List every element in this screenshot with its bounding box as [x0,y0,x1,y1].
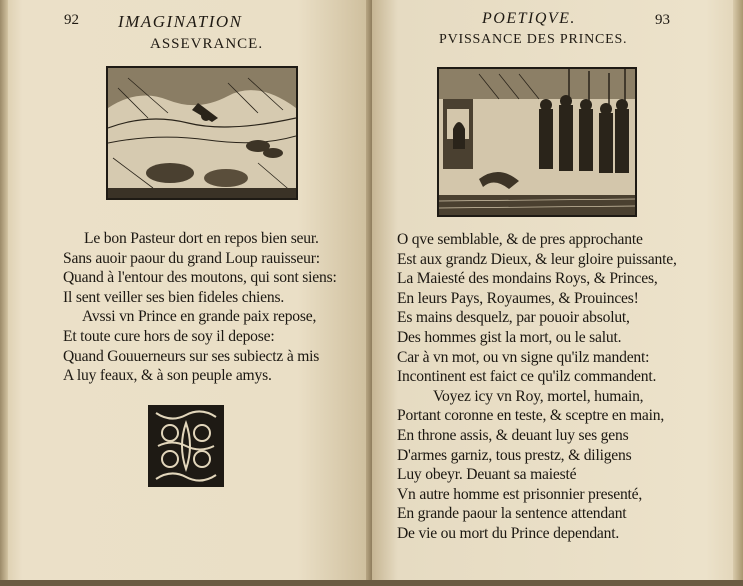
right-running-head: POETIQVE. [482,10,576,27]
verse-line: Car à vn mot, ou vn signe qu'ilz mandent: [397,348,650,366]
printers-ornament [146,403,226,489]
woodcut-king-illustration [437,67,637,217]
woodcut-shepherd-drawing [108,68,296,198]
right-title: PVISSANCE DES PRINCES. [439,32,628,47]
verse-line: Incontinent est faict ce qu'ilz commandent. [397,368,657,386]
verse-line: Sans auoir paour du grand Loup rauisseur: [63,249,320,267]
verse-line: A luy feaux, & à son peuple amys. [63,367,272,385]
verse-line: De vie ou mort du Prince dependant. [397,524,620,542]
verse-line: Avssi vn Prince en grande paix repose, [82,308,317,326]
page-bottom-shadow [0,580,743,586]
verse-line: Et toute cure hors de soy il depose: [63,327,275,345]
verse-line: Il sent veiller ses bien fideles chiens. [63,288,285,306]
verse-line: Luy obeyr. Deuant sa maiesté [397,466,577,484]
page-edge-left [0,0,8,586]
woodcut-shepherd-illustration [106,66,298,200]
right-verse [397,230,677,544]
verse-line: D'armes garniz, tous prestz, & diligens [397,446,632,464]
right-page-number: 93 [655,12,670,28]
verse-line: En grande paour la sentence attendant [397,505,627,523]
verse-line: Vn autre homme est prisonnier presenté, [397,485,643,503]
verse-line: En leurs Pays, Royaumes, & Prouinces! [397,289,639,307]
ornament-drawing [146,403,226,489]
left-verse [63,229,337,386]
verse-line: O qve semblable, & de pres approchante [397,231,643,248]
verse-line: Des hommes gist la mort, ou le salut. [397,328,622,346]
verse-line: Est aux grandz Dieux, & leur gloire puissante, [397,250,677,268]
verse-line: La Maiesté des mondains Roys, & Princes, [397,270,658,288]
verse-line: Quand à l'entour des moutons, qui sont siens: [63,269,337,287]
right-page [372,0,743,586]
page-edge-right [733,0,743,586]
left-title: ASSEVRANCE. [150,36,264,52]
woodcut-king-drawing [439,69,635,215]
verse-line: En throne assis, & deuant luy ses gens [397,426,629,444]
verse-line: Portant coronne en teste, & sceptre en main, [397,407,665,425]
left-running-head: IMAGINATION [118,12,243,31]
verse-line: Le bon Pasteur dort en repos bien seur. [84,230,319,247]
verse-line: Voyez icy vn Roy, mortel, humain, [433,387,644,405]
left-page-number: 92 [64,12,79,28]
verse-line: Quand Gouuerneurs sur ses subiectz à mis [63,347,320,365]
verse-line: Es mains desquelz, par pouoir absolut, [397,309,630,327]
